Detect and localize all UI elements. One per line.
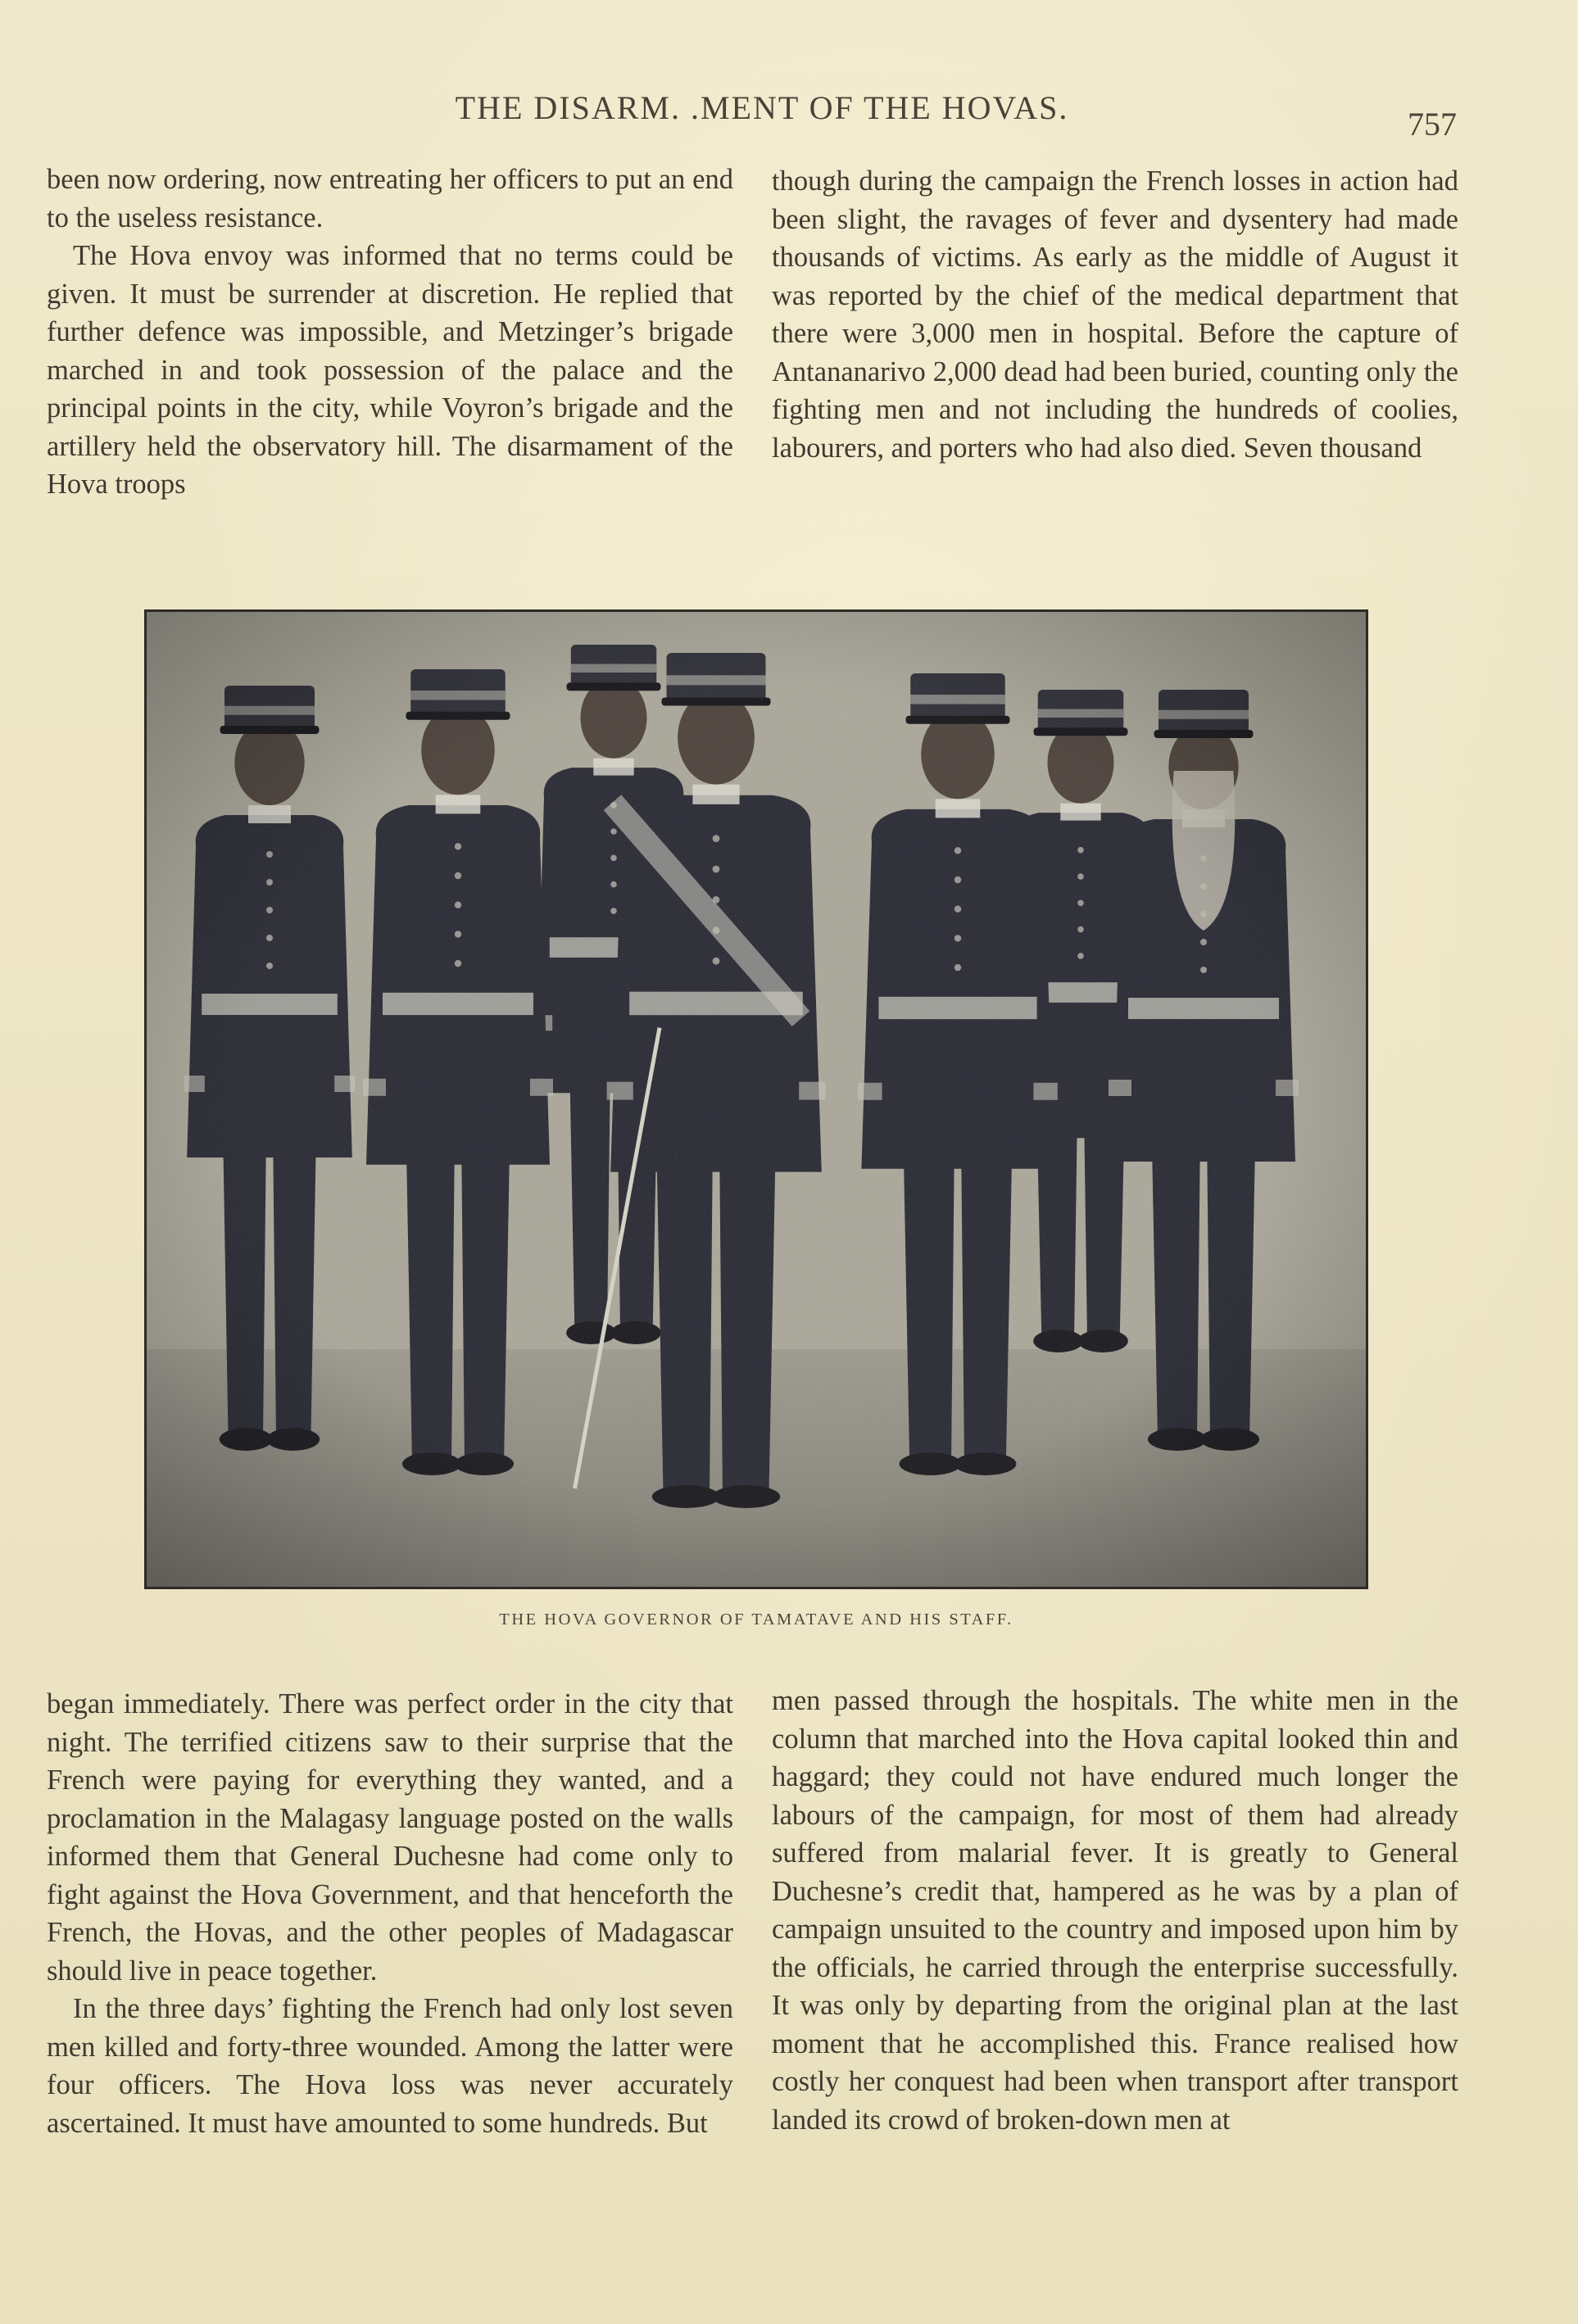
paragraph: men passed through the hospitals. The white men in the column that marched into the Hova capital looked thin and haggard; they could not have endured much longer the labours of the campaign, for most of them had already suffered from malarial fever. It is greatly to General Duchesne’s credit that, hampered as he was by a plan of campaign unsuited to the country and imposed upon him by the officials, he carried through the enterprise successfully. It was only by departing from the original plan at the last moment that he accomplished this. France realised how costly her conquest had been when transport after transport landed its crowd of broken-down men at bbox=[772, 1685, 1458, 2136]
photo-officers-group bbox=[147, 612, 1366, 1587]
text-column-top-left bbox=[47, 161, 733, 504]
paragraph: In the three days’ fighting the French had only lost seven men killed and forty-three wounded. Among the latter were four officers. The Hova loss was never accurately ascertained. It must have amounted to some hundreds. But bbox=[47, 1993, 733, 2139]
text-column-top-right bbox=[772, 162, 1458, 467]
photograph bbox=[144, 609, 1368, 1589]
running-head bbox=[0, 88, 1578, 143]
paragraph: began immediately. There was perfect order in the city that night. The terrified citizens saw to their surprise that the French were paying for everything they wanted, and a proclamation in the Malagasy language posted on the walls informed them that General Duchesne had come only to fight against the Hova Government, and that henceforth the French, the Hovas, and the other peoples of Madagascar should live in peace together. bbox=[47, 1688, 733, 1986]
page-number: 757 bbox=[1408, 106, 1457, 143]
paragraph: The Hova envoy was informed that no terms could be given. It must be surrender at discretion. He replied that further defence was impossible, and Metzinger’s brigade marched in and took possession of the palace and the principal points in the city, while Voyron’s brigade and the artillery held the observatory hill. The disarmament of the Hova troops bbox=[47, 240, 733, 500]
figure-caption: THE HOVA GOVERNOR OF TAMATAVE AND HIS STAFF. bbox=[499, 1610, 1013, 1629]
paragraph: though during the campaign the French losses in action had been slight, the ravages of fever and dysentery had made thousands of victims. As early as the middle of August it was reported by the chief of the medical department that there were 3,000 men in hospital. Before the capture of Antananarivo 2,000 dead had been buried, counting only the fighting men and not including the hundreds of coolies, labourers, and porters who had also died. Seven thousand bbox=[772, 165, 1458, 464]
text-column-bottom-left bbox=[47, 1685, 733, 2142]
paragraph: been now ordering, now entreating her officers to put an end to the useless resistance. bbox=[47, 164, 733, 233]
running-title: THE DISARM. .MENT OF THE HOVAS. bbox=[455, 89, 1069, 126]
text-column-bottom-right bbox=[772, 1682, 1458, 2139]
